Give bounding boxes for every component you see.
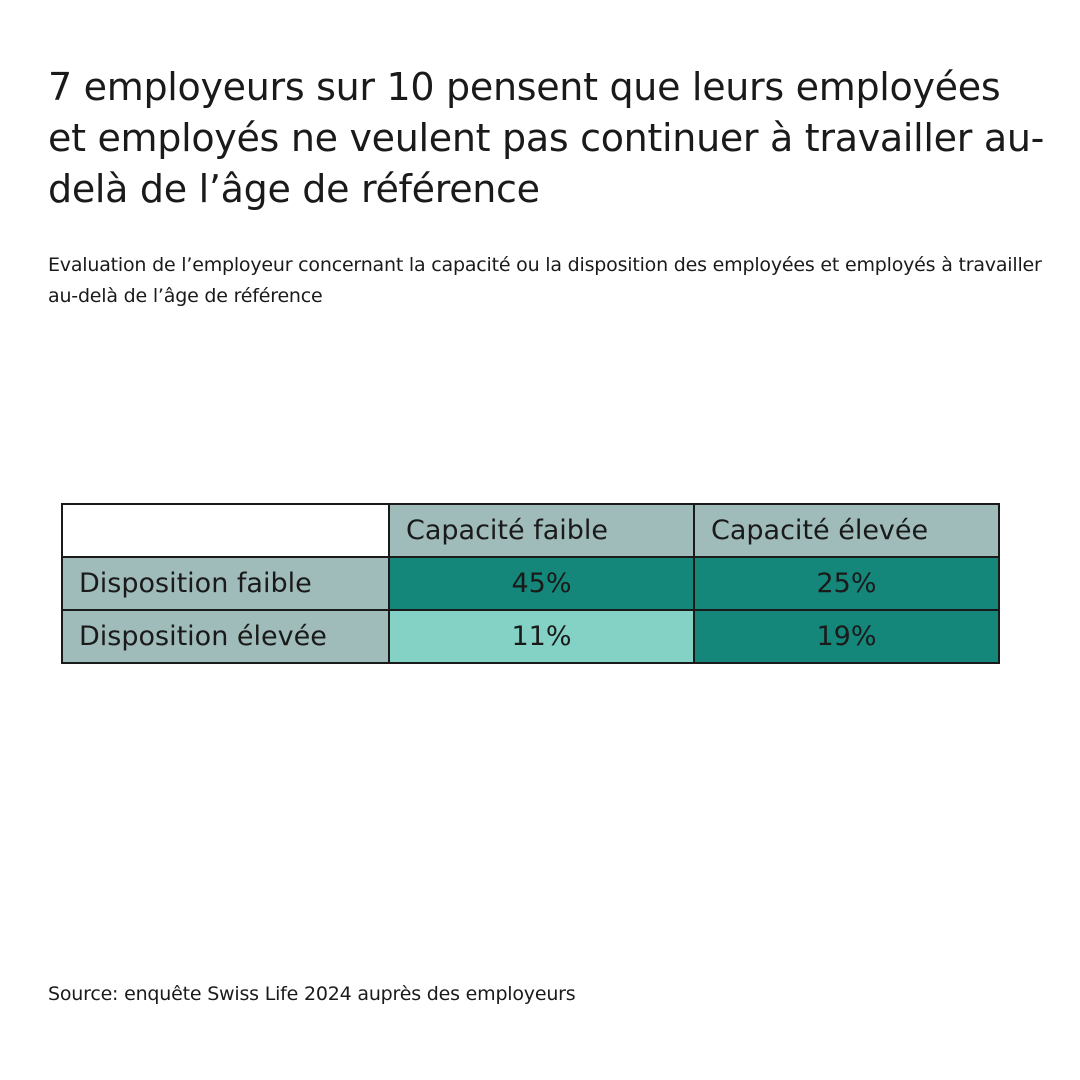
corner-cell	[62, 504, 389, 557]
source-note: Source: enquête Swiss Life 2024 auprès des employeurs	[48, 983, 576, 1005]
value-cell-elevee-elevee: 19%	[694, 610, 999, 663]
column-header-capacite-elevee: Capacité élevée	[694, 504, 999, 557]
chart-title: 7 employeurs sur 10 pensent que leurs employées et employés ne veulent pas continuer à travailler au-delà de l’âge de référence	[48, 65, 1045, 211]
matrix-table	[61, 503, 1000, 664]
table-row	[62, 557, 999, 610]
chart-subtitle: Evaluation de l’employeur concernant la capacité ou la disposition des employées et employés à travailler au-delà de l’âge de référence	[48, 254, 1042, 307]
table-row	[62, 610, 999, 663]
header-row	[62, 504, 999, 557]
column-header-capacite-faible: Capacité faible	[389, 504, 694, 557]
row-label-disposition-faible: Disposition faible	[62, 557, 389, 610]
row-label-disposition-elevee: Disposition élevée	[62, 610, 389, 663]
value-cell-elevee-faible: 11%	[389, 610, 694, 663]
value-cell-faible-elevee: 25%	[694, 557, 999, 610]
value-cell-faible-faible: 45%	[389, 557, 694, 610]
